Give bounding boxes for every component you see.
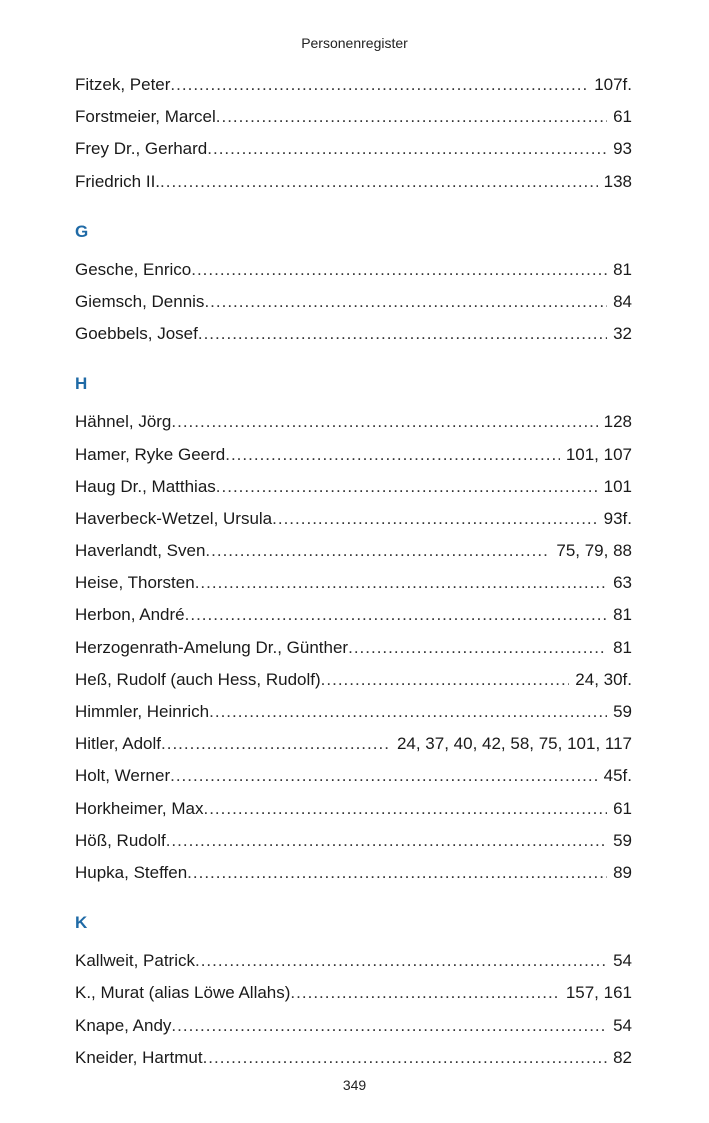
index-entry [75, 567, 632, 599]
entry-name: Fitzek, Peter [75, 75, 171, 94]
index-entry [75, 696, 632, 728]
dot-leader [348, 632, 607, 664]
entry-name: Friedrich II. [75, 171, 161, 191]
dot-leader [209, 696, 607, 728]
index-entry [75, 945, 632, 977]
index-entry [75, 1010, 632, 1042]
index-entry [75, 977, 632, 1009]
entry-name: Kallweit, Patrick [75, 951, 195, 971]
index-entry [75, 101, 632, 133]
entry-pages: 82 [613, 1047, 632, 1067]
entry-name: Hamer, Ryke Geerd [75, 444, 226, 464]
entry-pages: 54 [613, 951, 632, 971]
person-index [75, 69, 632, 1074]
entry-pages: 101 [603, 476, 632, 496]
dot-leader [225, 439, 560, 471]
index-entry [75, 793, 632, 825]
dot-leader [195, 945, 607, 977]
entry-name: Heise, Thorsten [75, 573, 195, 593]
dot-leader [205, 535, 550, 567]
entry-pages: 138 [603, 171, 632, 191]
dot-leader [272, 503, 598, 535]
index-entry [75, 1042, 632, 1074]
entry-pages: 89 [613, 862, 632, 882]
section-letter: H [75, 374, 88, 394]
index-entry [75, 664, 632, 696]
index-entry [75, 471, 632, 503]
entry-name: Höß, Rudolf [75, 830, 166, 850]
index-entry [75, 825, 632, 857]
dot-leader [207, 133, 607, 165]
entry-pages: 157, 161 [565, 983, 632, 1003]
index-entry [75, 133, 632, 165]
entry-pages: 59 [613, 702, 632, 721]
dot-leader [171, 406, 597, 438]
entry-pages: 63 [613, 573, 632, 593]
index-entry [75, 728, 632, 760]
entry-name: Hupka, Steffen [75, 862, 188, 882]
entry-name: Himmler, Heinrich [75, 702, 210, 721]
entry-name: Hitler, Adolf [75, 734, 161, 754]
entry-name: K., Murat (alias Löwe Allahs) [75, 983, 291, 1003]
entry-pages: 32 [613, 324, 632, 344]
index-entry [75, 318, 632, 350]
dot-leader [204, 286, 607, 318]
entry-pages: 61 [613, 107, 632, 127]
dot-leader [198, 318, 607, 350]
entry-pages: 24, 30f. [575, 669, 632, 689]
index-entry [75, 535, 632, 567]
running-header: Personenregister [301, 35, 408, 51]
index-entry [75, 503, 632, 535]
entry-pages: 93 [613, 139, 632, 159]
dot-leader [216, 471, 598, 503]
dot-leader [161, 728, 391, 760]
index-entry [75, 254, 632, 286]
entry-name: Haverbeck-Wetzel, Ursula [75, 508, 273, 528]
entry-pages: 54 [613, 1015, 632, 1035]
dot-leader [171, 1010, 607, 1042]
entry-name: Hähnel, Jörg [75, 412, 172, 432]
dot-leader [160, 166, 598, 198]
index-entry [75, 406, 632, 438]
entry-pages: 24, 37, 40, 42, 58, 75, 101, 117 [396, 734, 632, 754]
entry-pages: 59 [613, 830, 632, 850]
entry-pages: 81 [613, 605, 632, 625]
dot-leader [321, 664, 570, 696]
entry-pages: 107f. [594, 75, 632, 94]
entry-name: Haug Dr., Matthias [75, 476, 216, 496]
dot-leader [216, 101, 607, 133]
index-entry [75, 599, 632, 631]
index-entry [75, 439, 632, 471]
entry-pages: 84 [613, 291, 632, 311]
entry-name: Herbon, André [75, 605, 185, 625]
entry-name: Frey Dr., Gerhard [75, 139, 208, 159]
dot-leader [203, 1042, 608, 1074]
index-entry [75, 632, 632, 664]
entry-pages: 61 [613, 798, 632, 818]
entry-name: Herzogenrath-Amelung Dr., Günther [75, 637, 349, 657]
dot-leader [195, 567, 607, 599]
entry-name: Forstmeier, Marcel [75, 107, 216, 127]
section-letter: K [75, 913, 88, 933]
dot-leader [166, 825, 607, 857]
index-entry [75, 857, 632, 889]
dot-leader [170, 760, 598, 792]
entry-pages: 81 [613, 259, 632, 279]
dot-leader [191, 254, 607, 286]
entry-name: Kneider, Hartmut [75, 1047, 203, 1067]
dot-leader [187, 857, 607, 889]
index-entry [75, 166, 632, 198]
dot-leader [203, 793, 607, 825]
entry-pages: 45f. [603, 766, 632, 786]
dot-leader [170, 69, 588, 101]
section-letter: G [75, 221, 89, 241]
index-entry [75, 69, 632, 101]
entry-pages: 101, 107 [565, 444, 632, 464]
entry-name: Goebbels, Josef [75, 324, 198, 344]
page-number: 349 [342, 1077, 367, 1093]
entry-name: Horkheimer, Max [75, 798, 204, 818]
dot-leader [185, 599, 607, 631]
index-entry [75, 760, 632, 792]
index-entry [75, 286, 632, 318]
dot-leader [290, 977, 559, 1009]
entry-name: Heß, Rudolf (auch Hess, Rudolf) [75, 669, 321, 689]
entry-name: Gesche, Enrico [75, 259, 192, 279]
entry-pages: 81 [613, 637, 632, 657]
entry-name: Giemsch, Dennis [75, 291, 205, 311]
entry-pages: 93f. [603, 508, 632, 528]
entry-name: Holt, Werner [75, 766, 171, 786]
entry-name: Knape, Andy [75, 1015, 172, 1035]
entry-pages: 128 [603, 412, 632, 432]
entry-name: Haverlandt, Sven [75, 541, 206, 561]
entry-pages: 75, 79, 88 [556, 541, 632, 561]
